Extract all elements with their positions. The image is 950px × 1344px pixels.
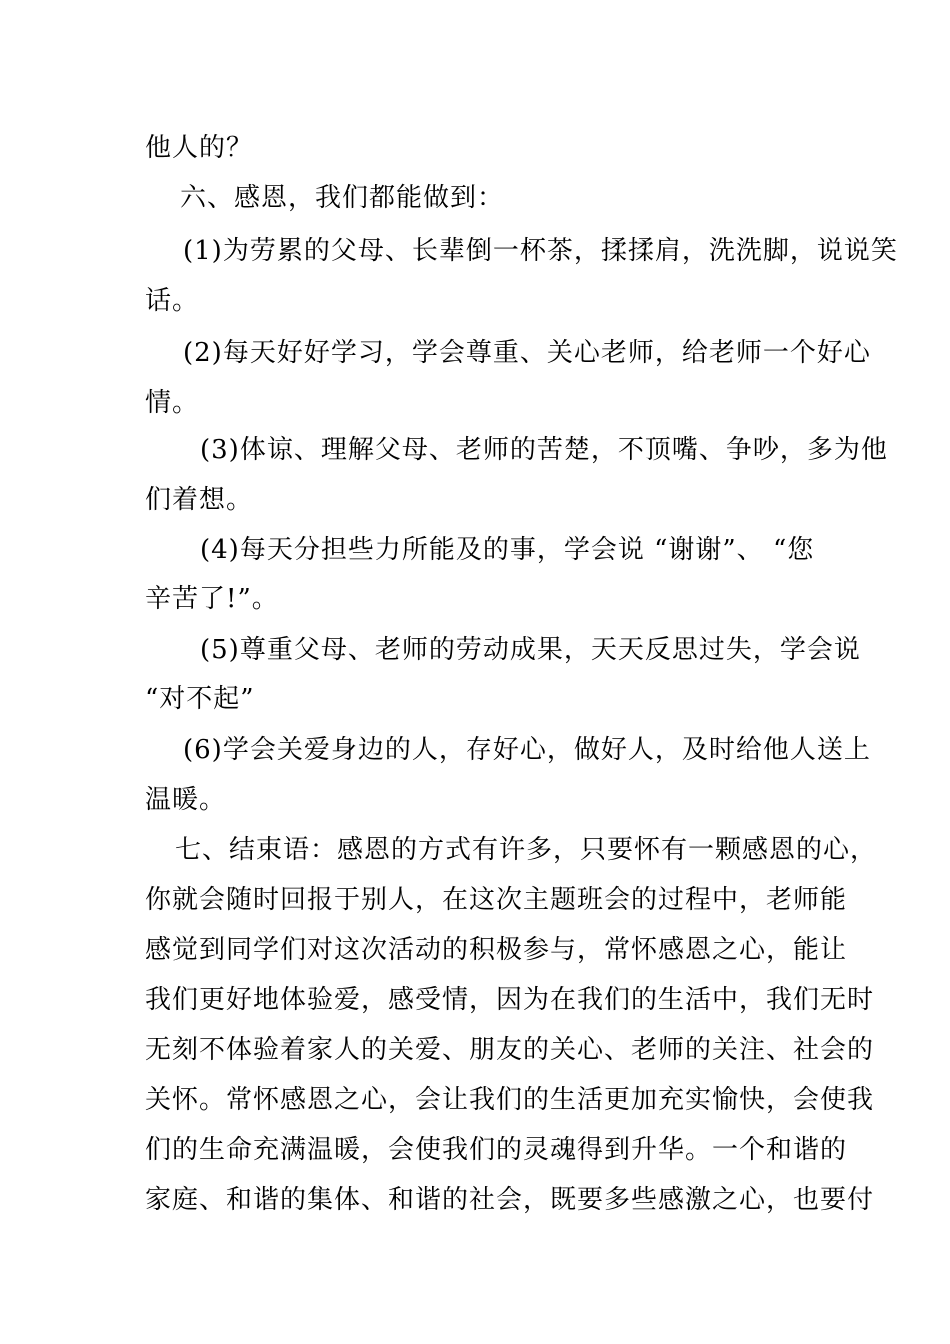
list-item-4-line-2: 辛苦了!”。 xyxy=(145,584,279,614)
list-item-1-line-1: (1)为劳累的父母、长辈倒一杯茶，揉揉肩，洗洗脚，说说笑 xyxy=(183,236,898,266)
list-item-4-line-1: (4)每天分担些力所能及的事，学会说 “谢谢”、 “您 xyxy=(200,535,815,565)
conclusion-line-7: 们的生命充满温暖，会使我们的灵魂得到升华。一个和谐的 xyxy=(145,1135,848,1165)
list-item-3-line-1: (3)体谅、理解父母、老师的苦楚，不顶嘴、争吵，多为他 xyxy=(200,435,888,465)
conclusion-line-4: 我们更好地体验爱，感受情，因为在我们的生活中，我们无时 xyxy=(145,985,875,1015)
list-item-6-line-2: 温暖。 xyxy=(145,785,227,815)
list-item-2-line-2: 情。 xyxy=(145,388,200,418)
conclusion-line-8: 家庭、和谐的集体、和谐的社会，既要多些感激之心，也要付 xyxy=(145,1185,875,1215)
conclusion-line-5: 无刻不体验着家人的关爱、朋友的关心、老师的关注、社会的 xyxy=(145,1035,875,1065)
text-line: 他人的？ xyxy=(145,133,254,163)
list-item-3-line-2: 们着想。 xyxy=(145,485,254,515)
list-item-6-line-1: (6)学会关爱身边的人，存好心，做好人，及时给他人送上 xyxy=(183,735,871,765)
list-item-2-line-1: (2)每天好好学习，学会尊重、关心老师，给老师一个好心 xyxy=(183,338,871,368)
list-item-1-line-2: 话。 xyxy=(145,286,200,316)
conclusion-line-6: 关怀。常怀感恩之心，会让我们的生活更加充实愉快，会使我 xyxy=(145,1085,875,1115)
conclusion-line-3: 感觉到同学们对这次活动的积极参与，常怀感恩之心，能让 xyxy=(145,935,848,965)
section-heading: 六、感恩，我们都能做到： xyxy=(180,183,505,213)
list-item-5-line-1: (5)尊重父母、老师的劳动成果，天天反思过失，学会说 xyxy=(200,635,861,665)
conclusion-line-2: 你就会随时回报于别人，在这次主题班会的过程中，老师能 xyxy=(145,885,848,915)
list-item-5-line-2: “对不起” xyxy=(145,684,255,714)
conclusion-line-1: 七、结束语：感恩的方式有许多，只要怀有一颗感恩的心， xyxy=(175,835,878,865)
